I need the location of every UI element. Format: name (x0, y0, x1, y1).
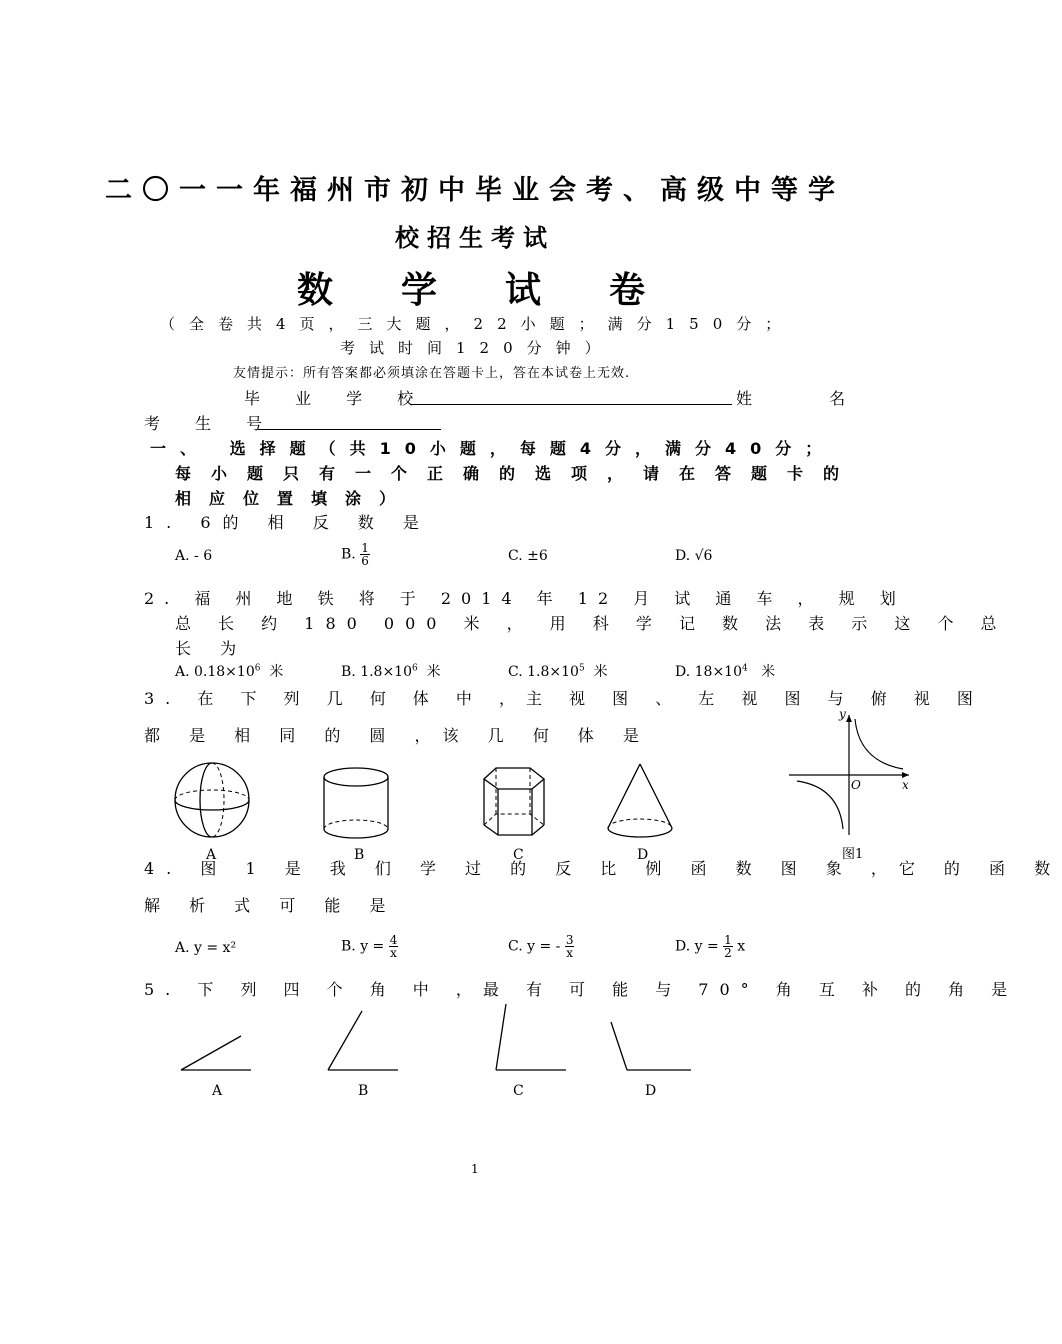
q5-label-c: C (513, 1083, 524, 1099)
school-blank[interactable] (410, 386, 732, 405)
fraction-denominator: 6 (361, 554, 369, 568)
student-id-blank[interactable] (258, 411, 441, 430)
angle-b-figure (322, 1005, 402, 1075)
section1-heading-line1: 一、 选择题（共10小题，每题4分，满分40分； (150, 439, 836, 458)
student-id-label: 考 生 号 (144, 414, 278, 433)
sqrt-expression: √6 (694, 548, 713, 564)
figure1-graph (785, 705, 915, 840)
fraction (389, 934, 399, 959)
school-label: 毕 业 学 校 (244, 389, 429, 408)
unit: 米 (269, 664, 284, 680)
fraction-denominator: x (566, 946, 574, 960)
q3-label-a: A (206, 847, 217, 863)
unit: 米 (426, 664, 441, 680)
fraction-numerator: 1 (361, 541, 369, 555)
q5-stem: 5. 下 列 四 个 角 中 ，最 有 可 能 与 70° 角 互 补 的 角 是 (144, 980, 1019, 999)
section1-heading-line3: 相应位置填涂） (175, 489, 414, 508)
exponent: 6 (254, 663, 261, 674)
angle-d-figure (605, 1018, 695, 1073)
q1-option-b (341, 542, 370, 567)
exponent: 6 (412, 663, 418, 674)
angle-a-figure (175, 1030, 255, 1075)
sphere-figure (170, 760, 270, 850)
option-text: A. 0.18×10 (175, 664, 255, 680)
q4-option-b (341, 934, 398, 959)
exam-title-line1: 二〇一一年福州市初中毕业会考、高级中等学 (105, 175, 845, 206)
figure1-y-label: y (839, 707, 846, 721)
q3-label-d: D (637, 847, 649, 863)
q2-option-b (341, 661, 441, 681)
q3-label-b: B (354, 847, 365, 863)
q3-stem-line1: 3. 在 下 列 几 何 体 中 ，主 视 图 、 左 视 图 与 俯 视 图 (144, 689, 984, 708)
name-label: 姓 名 (736, 389, 882, 408)
unit: 米 (761, 664, 776, 680)
q1-option-d-label: D. (675, 548, 691, 564)
q4-option-d (675, 934, 745, 959)
exponent: 4 (742, 663, 748, 674)
friendly-tip: 友情提示：所有答案都必须填涂在答题卡上，答在本试卷上无效. (233, 366, 631, 381)
q5-label-a: A (212, 1083, 223, 1099)
exponent: 5 (578, 663, 585, 674)
fraction-numerator: 3 (565, 933, 574, 947)
section1-heading-line2: 每小题只有一个正确的选项，请在答题卡的 (175, 464, 860, 483)
q1-option-a: A. - 6 (175, 548, 213, 564)
q4-stem-line1: 4. 图 1 是 我 们 学 过 的 反 比 例 函 数 图 象 ，它 的 函 数 (144, 859, 1062, 878)
subject-title: 数学试卷 (296, 270, 713, 311)
q4-option-c (508, 934, 574, 959)
fraction-denominator: 2 (724, 946, 732, 960)
figure1-origin-label: O (851, 778, 861, 792)
option-text: B. 1.8×10 (341, 664, 412, 680)
cone-figure (600, 760, 680, 845)
page-number: 1 (471, 1162, 479, 1176)
unit: 米 (593, 664, 608, 680)
figure1-x-label: x (902, 778, 909, 792)
variable: x (737, 938, 746, 955)
q2-stem-line1: 2. 福 州 地 铁 将 于 2014 年 12 月 试 通 车 ， 规 划 (144, 589, 906, 608)
hexagonal-prism-figure (480, 765, 560, 845)
q4-stem-line2: 解 析 式 可 能 是 (144, 896, 398, 915)
fraction (565, 934, 575, 959)
q5-label-d: D (645, 1083, 657, 1099)
q2-option-d (675, 661, 775, 681)
option-text: C. 1.8×10 (508, 664, 579, 680)
q3-stem-line2: 都 是 相 同 的 圆 ，该 几 何 体 是 (144, 726, 651, 745)
exam-info-line1: （全卷共4页，三大题，22小题；满分150分； (160, 315, 795, 333)
q1-option-c: C. ±6 (508, 548, 548, 564)
q1-option-b-fraction (360, 542, 370, 567)
figure1-caption: 图1 (842, 847, 864, 862)
option-text: B. y = (341, 938, 385, 955)
option-text: D. 18×10 (675, 664, 742, 680)
q1-option-b-label: B. (341, 546, 356, 563)
q2-stem-line2: 总 长 约 180 000 米 ， 用 科 学 记 数 法 表 示 这 个 总 (175, 614, 1008, 633)
option-text: C. y = - (508, 938, 561, 955)
q1-stem: 1. 6的 相 反 数 是 (144, 513, 431, 532)
q5-label-b: B (358, 1083, 369, 1099)
q1-option-d (675, 548, 712, 564)
q2-option-c (508, 661, 608, 681)
q2-stem-line3: 长 为 (175, 639, 249, 658)
fraction (723, 934, 733, 959)
fraction-denominator: x (390, 946, 397, 960)
exam-info-line2: 考试时间120分钟） (340, 339, 614, 357)
angle-c-figure (490, 1000, 570, 1075)
cylinder-figure (320, 765, 400, 845)
q2-option-a (175, 661, 283, 681)
q3-label-c: C (513, 847, 524, 863)
q4-option-a: A. y = x² (175, 940, 237, 956)
fraction-numerator: 1 (724, 933, 732, 947)
option-text: D. y = (675, 938, 719, 955)
fraction-numerator: 4 (389, 933, 398, 947)
exam-title-line2: 校招生考试 (395, 224, 555, 252)
